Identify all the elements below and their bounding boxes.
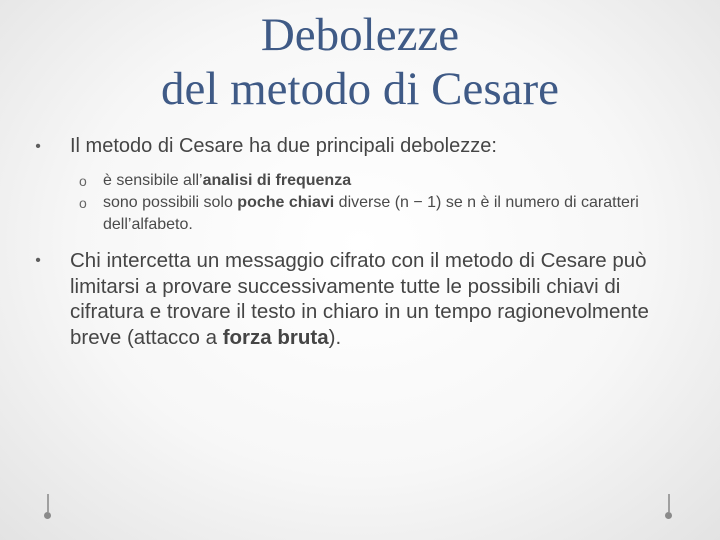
bullet-icon: •: [35, 138, 41, 155]
corner-stem-left: [47, 494, 49, 512]
bullet-item: [28, 134, 698, 159]
sub-text-pre: sono possibili solo: [103, 194, 238, 211]
bullet-text-bold: forza bruta: [222, 325, 329, 349]
sub-bullet-item: [55, 170, 698, 192]
slide-title: [0, 8, 720, 116]
sub-bullet-item: [55, 192, 698, 236]
slide-body: [28, 130, 698, 350]
corner-stem-right: [668, 494, 670, 512]
sub-text-bold: poche chiavi: [237, 194, 335, 211]
sub-text-bold: analisi di frequenza: [202, 172, 352, 189]
bullet-text-pre: Chi intercetta un messaggio cifrato con il metodo di Cesare può limitarsi a provare successivamente tutte le possibili chiavi di cifratura e trovare il testo in chiaro in un tempo ragionevolmente breve (attacco a: [70, 249, 649, 349]
bullet-icon: •: [35, 252, 41, 269]
sub-text-post: diverse (n − 1) se n è il numero di caratteri dell’alfabeto.: [103, 194, 639, 233]
sub-list: [28, 170, 698, 236]
sub-text-pre: è sensibile all’: [103, 172, 203, 189]
bullet-text: Il metodo di Cesare ha due principali debolezze:: [70, 135, 497, 157]
corner-dot-icon-left: [44, 512, 51, 519]
title-line-1: Debolezze: [260, 9, 460, 61]
title-line-2: del metodo di Cesare: [160, 63, 560, 115]
bullet-item: [28, 248, 698, 350]
bullet-text-post: ).: [328, 325, 342, 349]
circle-bullet-icon: o: [79, 173, 87, 189]
corner-dot-icon-right: [665, 512, 672, 519]
circle-bullet-icon: o: [79, 195, 87, 211]
